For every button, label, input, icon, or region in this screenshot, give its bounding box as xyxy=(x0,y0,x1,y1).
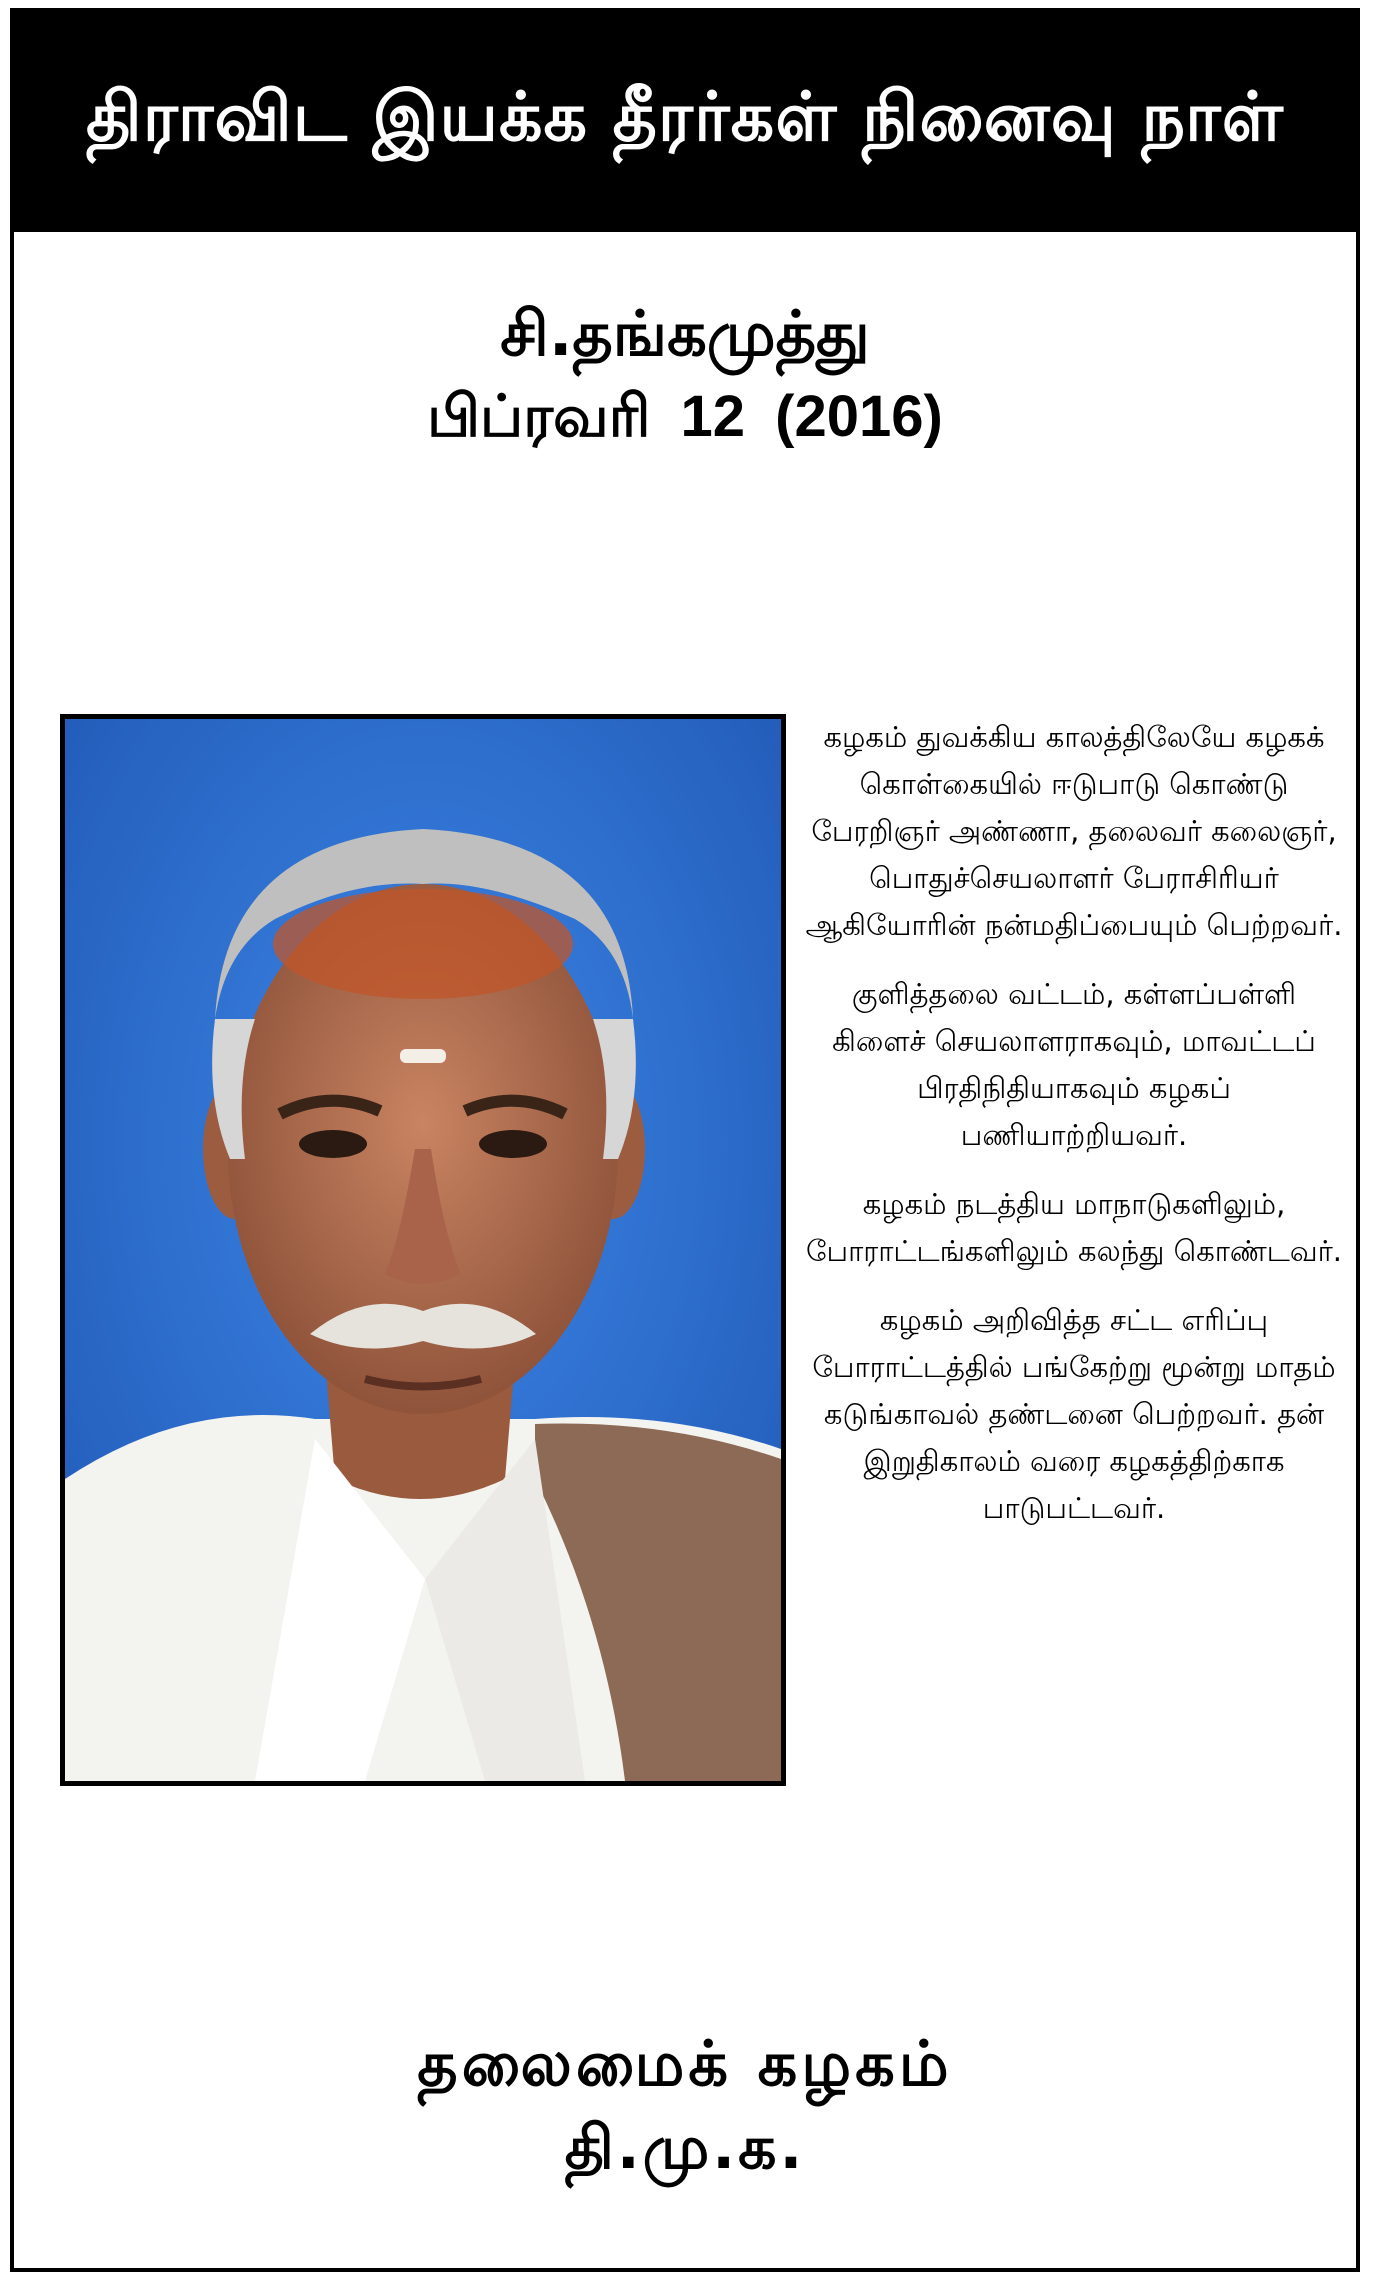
portrait-photo xyxy=(60,714,786,1786)
header-title: திராவிட இயக்க தீரர்கள் நினைவு நாள் xyxy=(86,78,1284,157)
forehead-mark xyxy=(400,1049,446,1063)
biography xyxy=(804,714,1344,1554)
bio-paragraph: குளித்தலை வட்டம், கள்ளப்பள்ளி கிளைச் செயலாளராகவும், மாவட்டப் பிரதிநிதியாகவும் கழகப் பணியாற்றியவர். xyxy=(832,977,1316,1152)
organization-abbreviation: தி.மு.க. xyxy=(564,2112,806,2183)
bio-paragraph: கழகம் நடத்திய மாநாடுகளிலும், போராட்டங்களிலும் கலந்து கொண்டவர். xyxy=(805,1187,1343,1268)
right-eye xyxy=(479,1130,547,1158)
header-band xyxy=(14,12,1356,232)
footer xyxy=(14,2022,1356,2190)
bio-paragraph: கழகம் துவக்கிய காலத்திலேயே கழகக் கொள்கையில் ஈடுபாடு கொண்டு பேரறிஞர் அண்ணா, தலைவர் கலைஞர், பொதுச்செயலாளர் பேராசிரியர் ஆகியோரின் நன்மதிப்பையும் பெற்றவர். xyxy=(805,720,1343,942)
memorial-notice xyxy=(10,8,1360,2272)
portrait-illustration xyxy=(65,719,781,1781)
forehead-tint xyxy=(273,889,573,999)
organization-name: தலைமைக் கழகம் xyxy=(417,2027,953,2100)
death-date: பிப்ரவரி 12 (2016) xyxy=(427,384,943,450)
name-block xyxy=(14,297,1356,455)
left-eye xyxy=(299,1130,367,1158)
bio-paragraph: கழகம் அறிவித்த சட்ட எரிப்பு போராட்டத்தில் பங்கேற்று மூன்று மாதம் கடுங்காவல் தண்டனை பெற்றவர். தன் இறுதிகாலம் வரை கழகத்திற்காக பாடுபட்டவர். xyxy=(812,1303,1336,1525)
person-name: சி.தங்கமுத்து xyxy=(500,297,870,370)
